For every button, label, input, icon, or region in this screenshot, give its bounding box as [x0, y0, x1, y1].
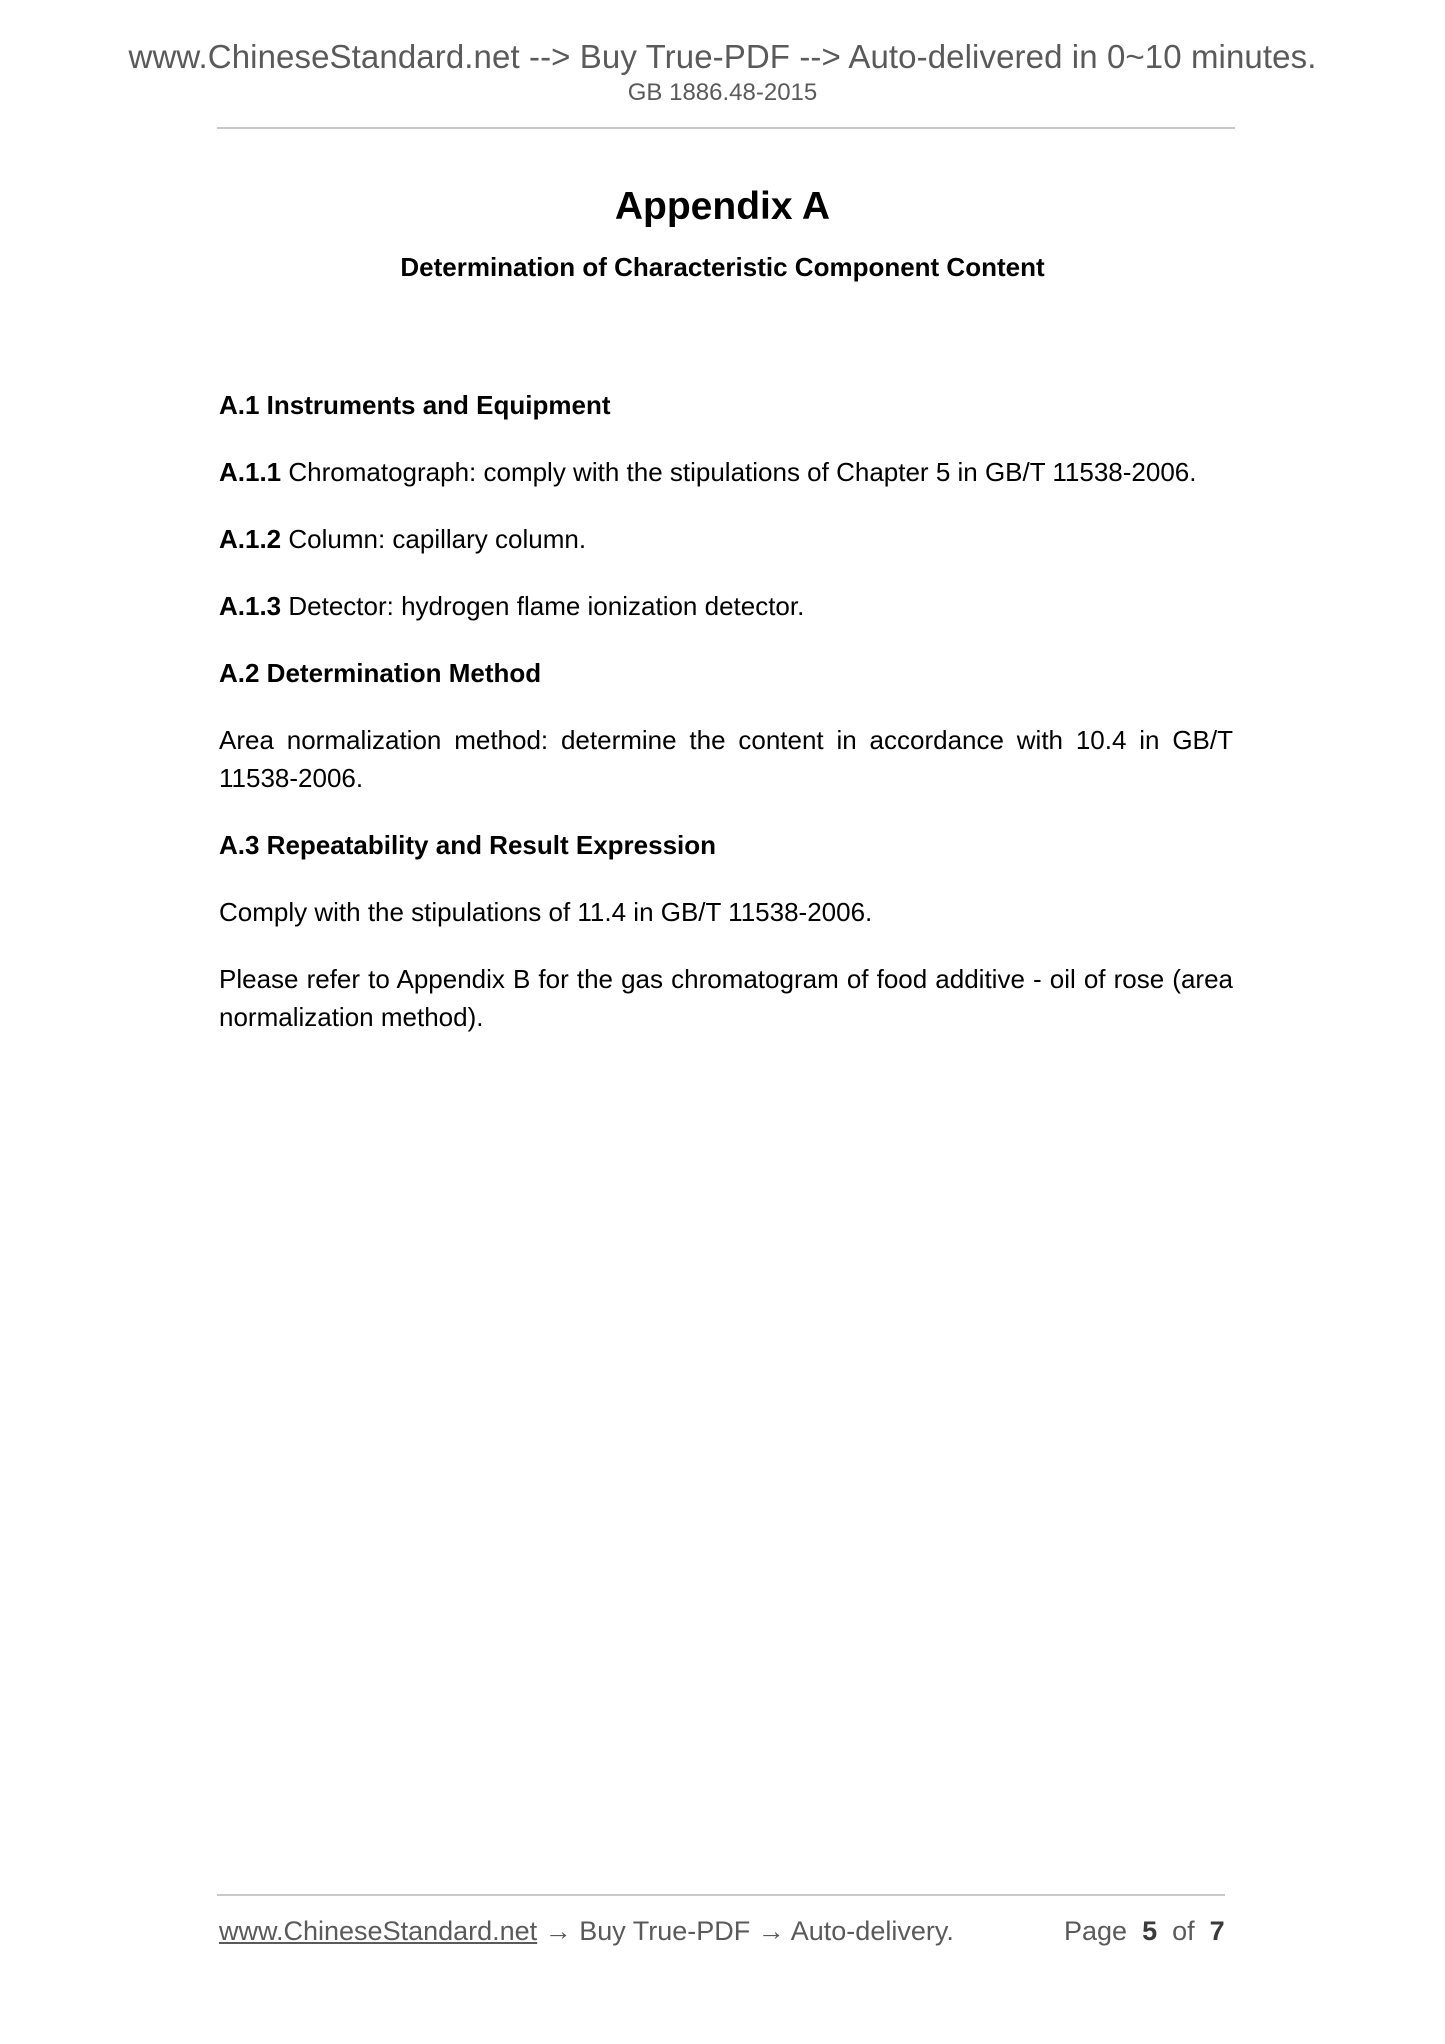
- page-subtitle: Determination of Characteristic Component Content: [400, 252, 1045, 282]
- paragraph-a2: Area normalization method: determine the content in accordance with 10.4 in GB/T 11538-2006.: [219, 725, 1233, 793]
- site-link[interactable]: www.ChineseStandard.net: [219, 1916, 538, 1946]
- page-of: of: [1172, 1916, 1195, 1946]
- footer-buy-text: Buy True-PDF: [579, 1916, 751, 1946]
- clause-a13: [219, 587, 1233, 625]
- clause-number: A.1.2: [219, 524, 282, 554]
- arrow-right-icon: →: [537, 1916, 580, 1946]
- section-heading-a2: A.2 Determination Method: [219, 658, 542, 688]
- document-id: GB 1886.48-2015: [627, 79, 818, 106]
- arrow-right-icon: →: [750, 1916, 791, 1946]
- page-label: Page: [1064, 1916, 1128, 1946]
- footer-links: [219, 1916, 954, 1947]
- paragraph-a3-note: Please refer to Appendix B for the gas chromatogram of food additive - oil of rose (area normalization method).: [219, 964, 1233, 1032]
- clause-text: Chromatograph: comply with the stipulations of Chapter 5 in GB/T 11538-2006.: [281, 457, 1197, 487]
- paragraph-a3: Comply with the stipulations of 11.4 in GB/T 11538-2006.: [219, 897, 873, 927]
- clause-text: Column: capillary column.: [281, 524, 587, 554]
- clause-number: A.1.1: [219, 457, 282, 487]
- page-number: [1064, 1916, 1225, 1947]
- section-heading-a3: A.3 Repeatability and Result Expression: [219, 830, 717, 860]
- page-title: Appendix A: [614, 185, 831, 228]
- page-total: 7: [1209, 1916, 1225, 1946]
- footer-auto-text: Auto-delivery.: [790, 1916, 954, 1946]
- header-banner: www.ChineseStandard.net --> Buy True-PDF --> Auto-delivered in 0~10 minutes.: [128, 38, 1317, 75]
- footer-divider: [217, 1894, 1225, 1896]
- clause-text: Detector: hydrogen flame ionization detector.: [281, 591, 805, 621]
- section-heading-a1: A.1 Instruments and Equipment: [219, 390, 611, 420]
- page-current: 5: [1142, 1916, 1158, 1946]
- header-divider: [217, 127, 1235, 129]
- clause-number: A.1.3: [219, 591, 282, 621]
- clause-a11: [219, 453, 1233, 491]
- document-body: [219, 386, 1233, 1065]
- clause-a12: [219, 520, 1233, 558]
